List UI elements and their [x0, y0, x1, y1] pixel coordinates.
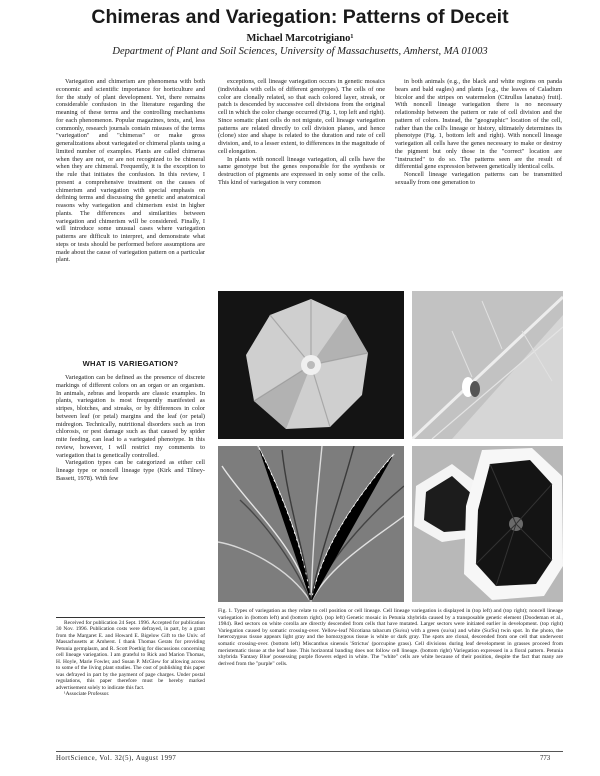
paragraph: In plants with noncell lineage variegation, all cells have the same genotype but the genes responsible for the synthesis or destruction of pigments are expressed in only some of the cells. This kind of variegation is very common	[218, 155, 385, 186]
article-title: Chimeras and Variegation: Patterns of Deceit	[91, 6, 509, 28]
column-3	[395, 78, 562, 187]
petunia-picotee-photo	[412, 446, 563, 602]
author-name: Michael Marcotrigiano¹	[246, 33, 354, 44]
section-heading: WHAT IS VARIEGATION?	[82, 359, 179, 368]
tobacco-leaf-photo	[412, 291, 563, 439]
figure-panel-top-right	[412, 291, 563, 439]
column-1	[56, 78, 205, 264]
footnote-received: Received for publication 24 Sept. 1996. Accepted for publication 30 Nov. 1996. Publication costs were defrayed, in part, by a grant from the Margaret E. and Howard E. Bigelow Gift to the Univ. of Massachusetts at Amherst. I thank Thomas Gerats for providing Petunia germplasm, and R. Scott Poethig for discussions concerning cell lineage variegation. I am grateful to Rick and Marion Thomas, H. Hoyle, Marie Fowler, and Susan P. McGlew for allowing access to some of the living plant studies. The cost of publishing this paper was defrayed in part by the payment of page charges. Under postal regulations, this paper therefore must be hereby marked advertisement solely to indicate this fact.	[56, 620, 205, 691]
author-affiliation: Department of Plant and Soil Sciences, University of Massachusetts, Amherst, MA 01003	[112, 46, 488, 57]
figure-panel-bottom-left	[218, 446, 404, 602]
footnote-divider	[56, 617, 205, 618]
figure-panel-bottom-right	[412, 446, 563, 602]
footnote	[56, 620, 205, 697]
journal-citation: HortScience, Vol. 32(5), August 1997	[56, 755, 177, 762]
paragraph: in both animals (e.g., the black and white regions on panda bears and bald eagles) and plants [e.g., the leaves of Caladium bicolor and the stripes on watermelon (Citrullus lanatus) fruit]. With noncell lineage variegation there is no necessary relationship between the pattern or rate of cell division and the pattern of colors. Instead, the "geographic" location of the cell, rather than the cell's lineage or history, ultimately determines its phenotype (Fig. 1, bottom left and right). With noncell lineage variegation all cells have the genes necessary to make or destroy the pigment but only those in the "correct" location are "instructed" to do so. The patterns seen are the result of differential gene expression between genetically identical cells.	[395, 78, 562, 171]
intro-paragraph: Variegation and chimerism are phenomena with both economic and scientific importance for horticulture and for the study of plant development. Yet, there remains considerable confusion in the literature regarding the meaning of these terms and the controlling mechanisms for each phenomenon. Popular magazines, texts, and, less commonly, research journals contain misuses of the terms "variegation" and "chimeras" or make gross generalizations about variegated or chimeral plants using a limited number of examples. Plants are called chimeras when they are not, or are not recognized to be chimeral when they are chimeral. Frequently, it is the exception to the rule that initiates the confusion. In this review, I present a comprehensive treatment on the causes of chimerism and variegation with special emphasis on defining terms and discussing the genetic and anatomical reasons why variegation and chimerism exist in higher plants. The differences and similarities between variegation and chimerism will be considered. Finally, I will introduce some unusual cases where variegation patterns are difficult to interpret, and demonstrate what steps or tests should be performed before assumptions are made about the cause of variegation pattern on a particular plant.	[56, 78, 205, 264]
paragraph: exceptions, cell lineage variegation occurs in genetic mosaics (individuals with cells of different genotypes). The cells of one color are clonally related, so that each colored layer, streak, or patch is descended by successive cell divisions from the original cell in which the color change occurred (Fig. 1, top left and right). Since somatic plant cells do not migrate, cell lineage variegation patterns are related directly to cell division planes, and hence (clone) size and shape is related to the duration and rate of cell division, and, to a lesser extent, to differences in the magnitude of cell elongation.	[218, 78, 385, 155]
figure-caption: Fig. 1. Types of variegation as they relate to cell position or cell lineage. Cell lineage variegation is displayed in (top left) and (top right); noncell lineage variegation in (bottom left) and (bottom right). (top left) Genetic mosaic in Petunia xhybrida caused by a transposable genetic element (Doodeman et al., 1984). Red sectors on white corolla are directly descended from cells that have mutated. Larger sectors were initiated earlier in development. (top right) Variegation caused by somatic crossing-over. Yellow-leaf Nicotiana tabacum (Su/su) with a green (su/su) and white (Su/Su) twin spot. In the photo, the heterozygous tissue appears light gray and the homozygous tissue is white or dark gray. The spots are clonal, descended from one cell that underwent somatic crossing-over. (bottom left) Miscanthus sinensis 'Strictus' (porcupine grass). Cell divisions during leaf development in grasses proceed from meristematic tissue at the leaf base. This horizontal banding does not follow cell lineage. (bottom right) Variegation expressed in a floral pattern. Petunia xhybrida 'Fantasy Blue' possessing purple flowers edged in white. The "white" cells are white because of their position, despite the fact that many are derived from the "purple" cells.	[218, 608, 563, 667]
page-number: 773	[540, 755, 551, 762]
miscanthus-grass-photo	[218, 446, 404, 602]
figure-panel-top-left	[218, 291, 404, 439]
paragraph: Variegation types can be categorized as either cell lineage type or noncell lineage type (Kirk and Tilney-Bassett, 1978). With few	[56, 459, 205, 482]
paragraph: Variegation can be defined as the presence of discrete markings of different colors on an organ or an organism. In animals, zebras and leopards are classic examples. In plants, variegation is most frequently manifested as stripes, blotches, and streaks, or by differences in color between leaf (or petal) margins and the leaf (or petal) midregion. Technically, nutritional disorders such as iron chlorosis, or pest damage such as that caused by spider mite feeding, can lead to a variegated phenotype. In this review, however, I will restrict my comments to variegation that is genetically controlled.	[56, 374, 205, 459]
footer-rule	[56, 751, 563, 752]
column-1-continued	[56, 374, 205, 483]
footnote-position: ¹Associate Professor.	[64, 690, 110, 697]
petunia-sector-photo	[218, 291, 404, 439]
column-2	[218, 78, 385, 187]
paragraph: Noncell lineage variegation patterns can be transmitted sexually from one generation to	[395, 171, 562, 186]
